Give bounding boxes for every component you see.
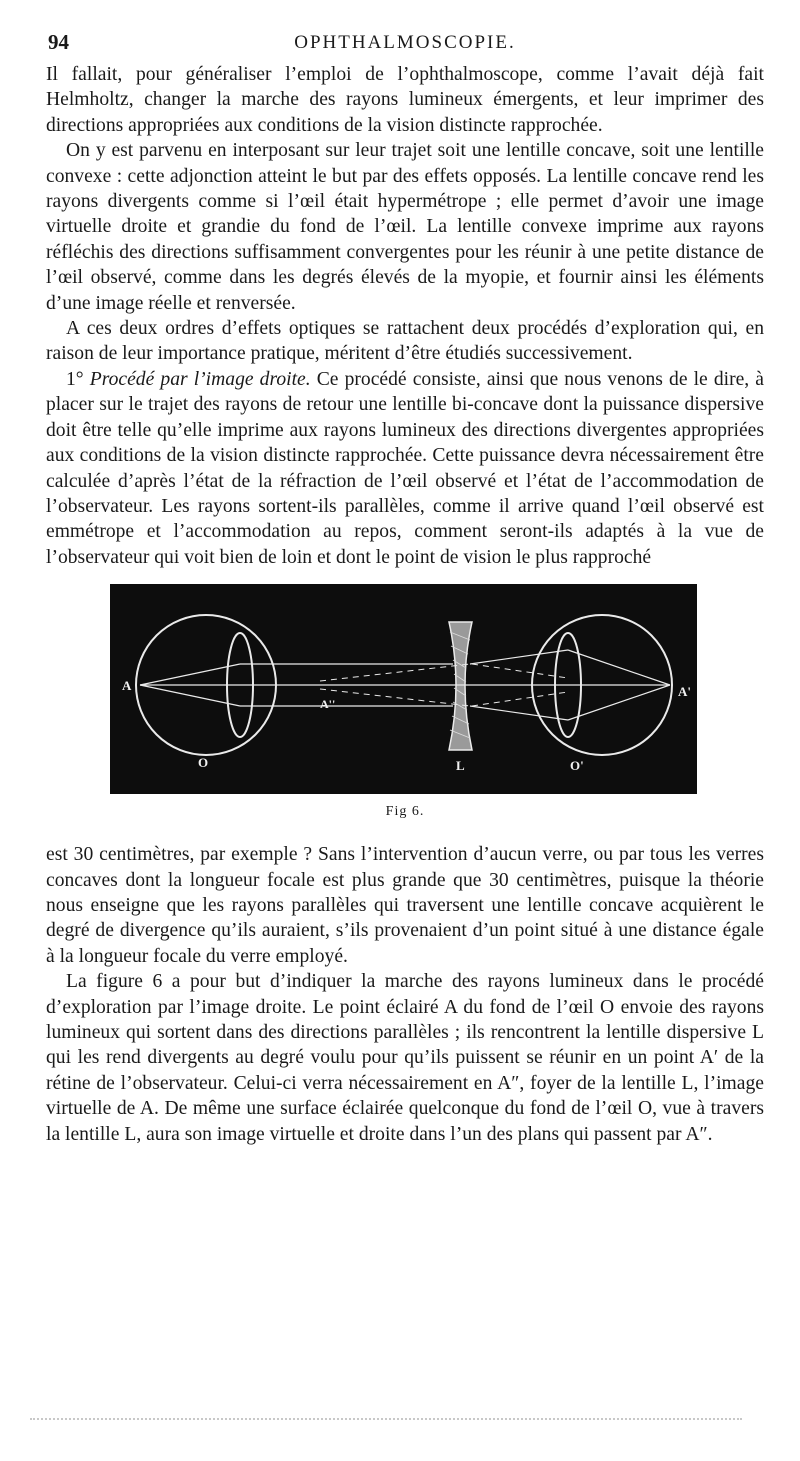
paragraph-5: est 30 centimètres, par exemple ? Sans l’intervention d’aucun verre, ou par tous les verres concaves dont la longueur focale est plus grande que 30 centimètres, puisque la théorie nous enseigne que les rayons parallèles qui traversent une lentille concave acquièrent le degré de divergence qu’ils auraient, s’ils provenaient d’un point situé à une distance égale à la longueur focale du verre employé. <box>46 844 764 967</box>
book-page <box>46 30 764 1147</box>
page-header <box>46 30 764 62</box>
paragraph-3: A ces deux ordres d’effets optiques se rattachent deux procédés d’exploration qui, en raison de leur importance pratique, méritent d’être étudiés successivement. <box>46 318 764 365</box>
optics-diagram <box>110 584 697 794</box>
section-paragraph <box>46 367 764 570</box>
figure-6 <box>110 584 697 794</box>
section-title: Procédé par l’image droite. <box>89 368 311 390</box>
label-A: A <box>122 678 132 694</box>
label-O-prime: O' <box>570 758 584 774</box>
figure-caption: Fig 6. <box>385 804 425 820</box>
paragraph-6: La figure 6 a pour but d’indiquer la marche des rayons lumineux dans le procédé d’exploration par l’image droite. Le point éclairé A du fond de l’œil O envoie des rayons lumineux qui sortent dans des directions parallèles ; ils rencontrent la lentille dispersive L qui les rend divergents au degré voulu pour qu’ils puissent se réunir en un point A′ de la rétine de l’observateur. Celui-ci verra nécessairement en A″, foyer de la lentille L, l’image virtuelle de A. De même une surface éclairée quelconque du fond de l’œil O, vue à travers la lentille L, aura son image virtuelle et droite dans l’un des plans qui passent par A″. <box>46 971 764 1145</box>
running-title: OPHTHALMOSCOPIE. <box>294 32 516 53</box>
label-A-prime: A' <box>678 684 691 700</box>
section-text: Ce procédé consiste, ainsi que nous venons de le dire, à placer sur le trajet des rayons de retour une lentille bi-concave dont la puissance dispersive doit être telle qu’elle imprime aux rayons lumineux des directions divergentes appropriées aux conditions de la vision distincte rapprochée. Cette puissance devra nécessairement être calculée d’après l’état de la réfraction de l’œil observé et l’état de l’accommodation de l’observateur. Les rayons sortent-ils parallèles, comme il arrive quand l’œil observé est emmétrope et l’accommodation au repos, comment seront-ils adaptés à la vue de l’observateur qui voit bien de loin et dont le point de vision le plus rapproché <box>46 368 764 568</box>
footer-dotted-rule <box>30 1418 742 1422</box>
paragraph-2: On y est parvenu en interposant sur leur trajet soit une lentille concave, soit une lentille convexe : cette adjonction atteint le but par des effets opposés. La lentille concave rend les rayons divergents comme si l’œil était hypermétrope ; elle permet d’avoir une image virtuelle droite et grandie du fond de l’œil. La lentille convexe imprime aux rayons réfléchis des directions suffisamment convergentes pour les réunir à une petite distance de l’œil observé, comme dans les degrés élevés de la myopie, et fournir ainsi les éléments d’une image réelle et renversée. <box>46 140 764 314</box>
paragraph-1: Il fallait, pour généraliser l’emploi de l’ophthalmoscope, comme l’avait déjà fait Helmholtz, changer la marche des rayons lumineux émergents, et leur imprimer des directions appropriées aux conditions de la vision distincte rapprochée. <box>46 64 764 136</box>
label-O: O <box>198 755 209 771</box>
label-L: L <box>456 758 465 774</box>
label-A-double-prime: A'' <box>320 697 336 712</box>
section-number: 1° <box>66 368 84 390</box>
page-number: 94 <box>48 30 69 54</box>
